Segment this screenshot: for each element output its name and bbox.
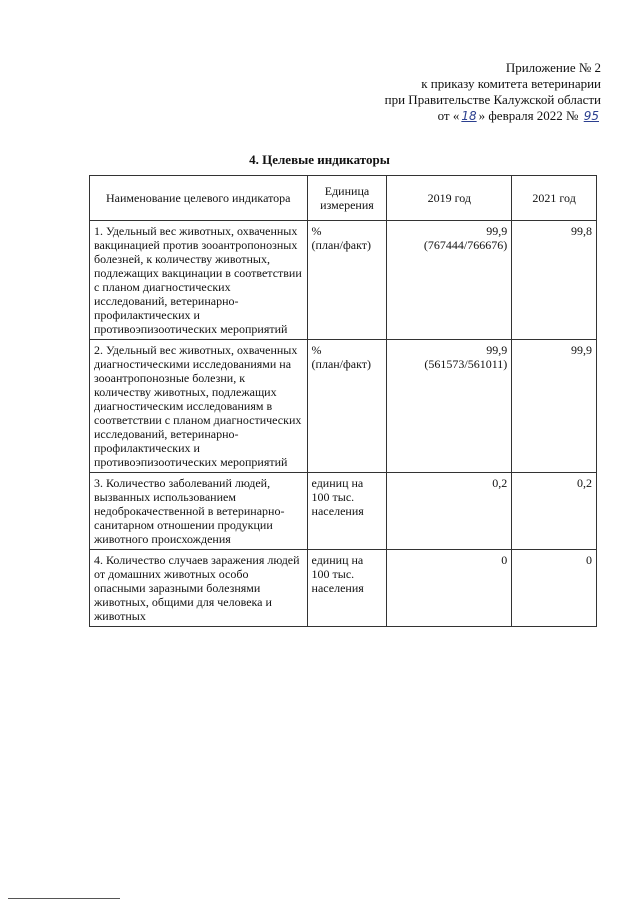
handwritten-order-number: 95	[583, 109, 599, 123]
table-row	[90, 550, 597, 627]
order-reference: к приказу комитета ветеринарии	[421, 76, 601, 91]
value-2021: 0,2	[512, 473, 597, 550]
column-header-2021: 2021 год	[512, 176, 597, 221]
value-2019-main: 99,9	[486, 224, 508, 238]
value-2019-main: 99,9	[486, 343, 508, 357]
date-prefix: от «	[437, 108, 460, 123]
indicator-unit	[307, 221, 387, 340]
unit-note: (план/факт)	[311, 238, 372, 252]
indicator-name: 2. Удельный вес животных, охваченных диагностическими исследованиями на зооантропонозные болезни, к количеству животных, подлежащих диагностическим исследованиям в соответствии с планом диагностических исследований, ветеринарно-профилактических и противоэпизоотических мероприятий	[90, 340, 308, 473]
indicator-unit	[307, 340, 387, 473]
unit-symbol: %	[311, 224, 322, 238]
value-2021: 0	[512, 550, 597, 627]
table-row	[90, 473, 597, 550]
section-title: 4. Целевые индикаторы	[249, 152, 390, 167]
value-2019: 0,2	[387, 473, 512, 550]
table-row	[90, 221, 597, 340]
indicator-unit: единиц на 100 тыс. населения	[307, 473, 387, 550]
value-2019	[387, 221, 512, 340]
indicator-name: 4. Количество случаев заражения людей от домашних животных особо опасными заразными болезнями животных, общими для человека и животных	[90, 550, 308, 627]
date-middle: » февраля 2022 №	[478, 108, 579, 123]
value-2019-detail: (767444/766676)	[423, 238, 508, 252]
indicator-unit: единиц на 100 тыс. населения	[307, 550, 387, 627]
issuing-authority: при Правительстве Калужской области	[384, 92, 601, 107]
order-date-line	[385, 108, 601, 124]
column-header-unit: Единица измерения	[307, 176, 387, 221]
unit-symbol: %	[311, 343, 322, 357]
document-header	[385, 60, 601, 124]
appendix-label: Приложение № 2	[505, 60, 601, 75]
value-2019	[387, 340, 512, 473]
value-2021: 99,9	[512, 340, 597, 473]
table-row	[90, 340, 597, 473]
column-header-2019: 2019 год	[387, 176, 512, 221]
value-2021: 99,8	[512, 221, 597, 340]
value-2019-detail: (561573/561011)	[424, 357, 508, 371]
indicator-name: 1. Удельный вес животных, охваченных вакцинацией против зооантропонозных болезней, к количеству животных, подлежащих вакцинации в соответствии с планом диагностических исследований, ветеринарно-профилактических и противоэпизоотических мероприятий	[90, 221, 308, 340]
unit-note: (план/факт)	[311, 357, 372, 371]
value-2019: 0	[387, 550, 512, 627]
column-header-name: Наименование целевого индикатора	[90, 176, 308, 221]
footnote-separator	[8, 898, 120, 899]
handwritten-day: 18	[461, 109, 477, 123]
table-header-row	[90, 176, 597, 221]
indicator-name: 3. Количество заболеваний людей, вызванных использованием недоброкачественной в ветеринарно-санитарном отношении продукции животного происхождения	[90, 473, 308, 550]
target-indicators-table	[89, 175, 597, 627]
